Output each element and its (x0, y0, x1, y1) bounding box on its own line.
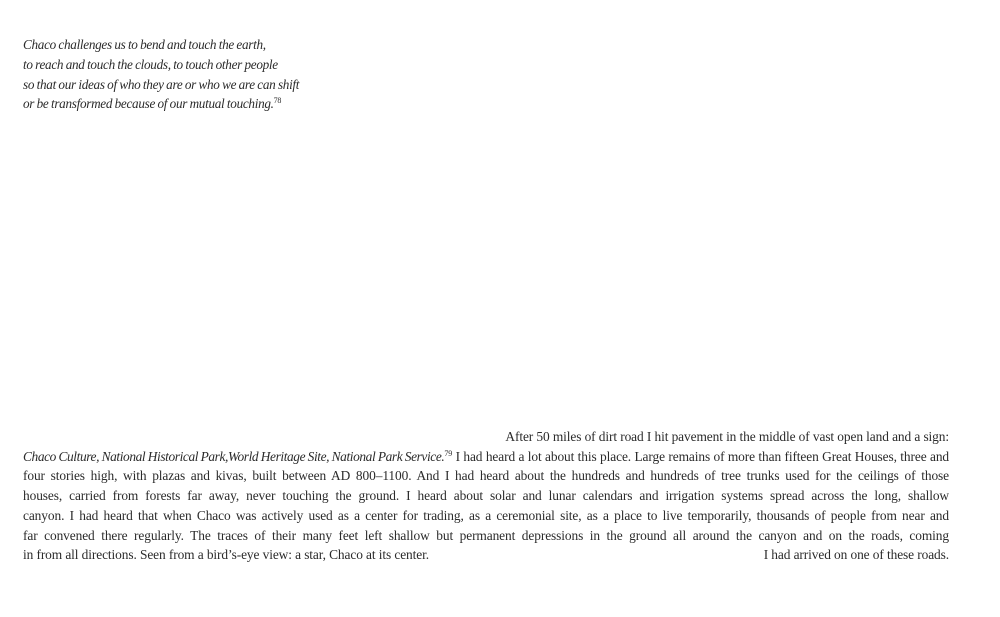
body-line: canyon. I had heard that when Chaco was actively used as a center for trading, as a ceremonial site, as a place to live temporarily, thousands of people from near and (23, 507, 949, 523)
epigraph-line: Chaco challenges us to bend and touch the earth, (23, 37, 266, 52)
body-paragraph (23, 427, 949, 565)
epigraph-line: to reach and touch the clouds, to touch other people (23, 56, 278, 72)
footnote-marker-78: 78 (273, 96, 282, 106)
epigraph-line (23, 94, 443, 114)
body-line: four stories high, with plazas and kivas, built between AD 800–1100. And I had heard about the hundreds and hundreds of tree trunks used for the ceilings of those (23, 468, 949, 484)
footnote-marker-79: 79 (444, 448, 453, 458)
epigraph-line: so that our ideas of who they are or who we are can shift (23, 76, 300, 92)
body-line: houses, carried from forests far away, never touching the ground. I heard about solar and lunar calendars and irrigation systems spread across the long, shallow (23, 488, 949, 504)
epigraph (23, 35, 443, 114)
body-line (23, 447, 949, 467)
body-line: After 50 miles of dirt road I hit pavement in the middle of vast open land and a sign: (505, 429, 949, 444)
body-line-text: I had heard a lot about this place. Large remains of more than fifteen Great Houses, three and (455, 448, 950, 464)
body-line-text: I had arrived on one of these roads. (763, 547, 949, 563)
body-line-text: in from all directions. Seen from a bird’s-eye view: a star, Chaco at its center. (23, 547, 429, 563)
body-line: far convened there regularly. The traces of their many feet left shallow but permanent depressions in the ground all around the canyon and on the roads, coming (23, 527, 949, 543)
park-sign-text: Chaco Culture, National Historical Park,World Heritage Site, National Park Service. (23, 448, 445, 464)
body-line (23, 545, 949, 565)
epigraph-line-text: or be transformed because of our mutual touching. (23, 96, 274, 112)
